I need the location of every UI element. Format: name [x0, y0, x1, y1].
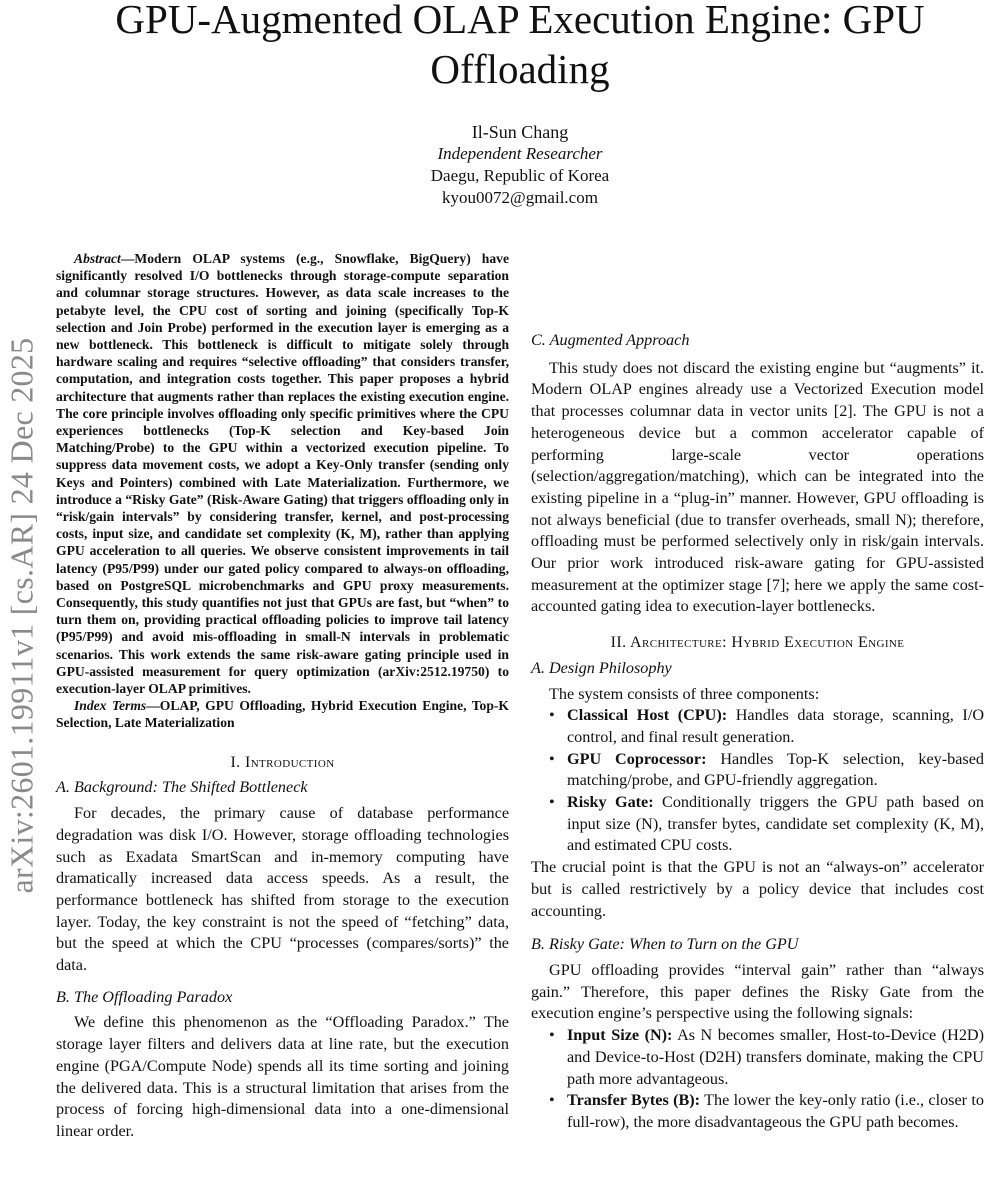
list-item-term: Input Size (N):	[567, 1026, 673, 1045]
index-terms	[56, 697, 509, 731]
list-item	[567, 1025, 984, 1090]
author-email: kyou0072@gmail.com	[442, 188, 598, 207]
abstract	[56, 250, 509, 697]
section-heading-architecture: II. Architecture: Hybrid Execution Engine	[610, 634, 905, 652]
arxiv-identifier-text: arXiv:2601.19911v1 [cs.AR] 24 Dec 2025	[3, 337, 40, 893]
author-location: Daegu, Republic of Korea	[430, 166, 610, 185]
list-item-text: Handles Top-K selection, key-based matching/probe, and GPU-friendly aggregation.	[567, 749, 984, 790]
list-item-term: Transfer Bytes (B):	[567, 1091, 701, 1110]
list-item-term: Risky Gate:	[567, 793, 654, 812]
author-block	[320, 121, 720, 209]
subsection-heading-risky-gate: B. Risky Gate: When to Turn on the GPU	[531, 935, 799, 954]
author-name: Il-Sun Chang	[471, 122, 569, 142]
paragraph-augmented-approach: This study does not discard the existing engine but “augments” it. Modern OLAP engines already use a Vectorized Execution model that processes columnar data in vector units [2]. The GPU is not a heterogeneous device but a common accelerator capable of performing large-scale vector operations (selection/aggregation/matching), which can be integrated into the existing pipeline in a “plug-in” manner. However, GPU offloading is not always beneficial (due to transfer overheads, small N); therefore, offloading must be performed selectively only in risk/gain intervals. Our prior work introduced risk-aware gating for GPU-assisted measurement at the optimizer stage [7]; here we apply the same cost-accounted gating idea to execution-layer bottlenecks.	[531, 358, 984, 616]
subsection-heading-design-philosophy: A. Design Philosophy	[531, 658, 672, 677]
signal-list	[531, 1025, 984, 1134]
list-item-text: The lower the key-only ratio (i.e., closer to full-row), the more disadvantageous the GPU path becomes.	[567, 1091, 984, 1131]
list-item-text: Handles data storage, scanning, I/O control, and final result generation.	[567, 706, 985, 746]
index-terms-label: Index Terms	[74, 698, 147, 714]
component-list	[531, 705, 984, 857]
abstract-text: —Modern OLAP systems (e.g., Snowflake, BigQuery) have significantly resolved I/O bottlenecks through storage-compute separation and columnar storage structures. However, as data scale increases to the petabyte level, the CPU cost of sorting and joining (specifically Top-K selection and Join Probe) performed in the execution layer is emerging as a new bottleneck. This bottleneck is difficult to mitigate solely through hardware scaling and requires “selective offloading” that considers transfer, computation, and integration costs together. This paper proposes a hybrid architecture that augments rather than replaces the existing execution engine. The core principle involves offloading only specific primitives where the CPU experiences bottlenecks (Top-K selection and Key-based Join Matching/Probe) to the GPU within a vectorized execution pipeline. To suppress data movement costs, we adopt a Key-Only transfer (sending only Keys and Pointers) combined with Late Materialization. Furthermore, we introduce a “Risky Gate” (Risk-Aware Gating) that triggers offloading only in “risk/gain intervals” by considering transfer, kernel, and post-processing costs, input size, and candidate set complexity (K, M), rather than applying GPU acceleration to all queries. We observe consistent improvements in tail latency (P95/P99) under our gated policy compared to always-on offloading, based on PostgreSQL microbenchmarks and GPU proxy measurements. Consequently, this study quantifies not just that GPUs are fast, but “when” to turn them on, providing practical offloading policies to improve tail latency (P95/P99) and avoid mis-offloading in small-N intervals in problematic scenarios. This work extends the same risk-aware gating principle used in GPU-assisted measurement for query optimization (arXiv:2512.19750) to execution-layer OLAP primitives.	[56, 251, 509, 697]
list-item	[567, 792, 984, 857]
paragraph-background: For decades, the primary cause of database performance degradation was disk I/O. However, storage offloading technologies such as Exadata SmartScan and in-memory computing have dramatically increased data access speeds. As a result, the performance bottleneck has shifted from storage to the execution layer. Today, the key constraint is not the speed of “fetching” data, but the speed at which the CPU “processes (compares/sorts)” the data.	[56, 804, 509, 975]
section-heading-introduction: I. Introduction	[230, 753, 335, 771]
list-item-term: Classical Host (CPU):	[567, 706, 728, 725]
subsection-heading-offloading-paradox: B. The Offloading Paradox	[56, 987, 233, 1006]
subsection-heading-background: A. Background: The Shifted Bottleneck	[56, 778, 308, 797]
author-affiliation: Independent Researcher	[437, 144, 603, 163]
list-item-text: Conditionally triggers the GPU path based on input size (N), transfer bytes, candidate set complexity (K, M), and estimated CPU costs.	[567, 793, 984, 855]
paragraph-risky-gate-intro: GPU offloading provides “interval gain” rather than “always gain.” Therefore, this paper defines the Risky Gate from the execution engine’s perspective using the following signals:	[531, 960, 984, 1023]
paper-title: GPU-Augmented OLAP Execution Engine: GPU Offloading	[115, 0, 925, 92]
paragraph-offloading-paradox: We define this phenomenon as the “Offloading Paradox.” The storage layer filters and delivers data at line rate, but the execution engine (PGA/Compute Node) spends all its time sorting and joining the delivered data. This is a structural limitation that arises from the process of forcing high-dimensional data into a one-dimensional linear order.	[56, 1013, 509, 1140]
paragraph-design-intro: The system consists of three components:	[549, 684, 820, 703]
list-item	[567, 1090, 984, 1133]
list-item-text: As N becomes smaller, Host-to-Device (H2D) and Device-to-Host (D2H) transfers dominate, making the CPU path more advantageous.	[567, 1026, 984, 1088]
subsection-heading-augmented-approach: C. Augmented Approach	[531, 331, 690, 349]
list-item	[567, 749, 984, 792]
abstract-label: Abstract	[74, 251, 121, 266]
arxiv-identifier	[4, 290, 40, 940]
left-column	[56, 250, 509, 1143]
list-item-term: GPU Coprocessor:	[567, 749, 707, 768]
list-item	[567, 705, 984, 748]
paragraph-design-outro: The crucial point is that the GPU is not an “always-on” accelerator but is called restrictively by a policy device that includes cost accounting.	[531, 858, 984, 920]
right-column	[531, 250, 984, 1134]
index-terms-text: —OLAP, GPU Offloading, Hybrid Execution Engine, Top-K Selection, Late Materialization	[56, 698, 510, 731]
